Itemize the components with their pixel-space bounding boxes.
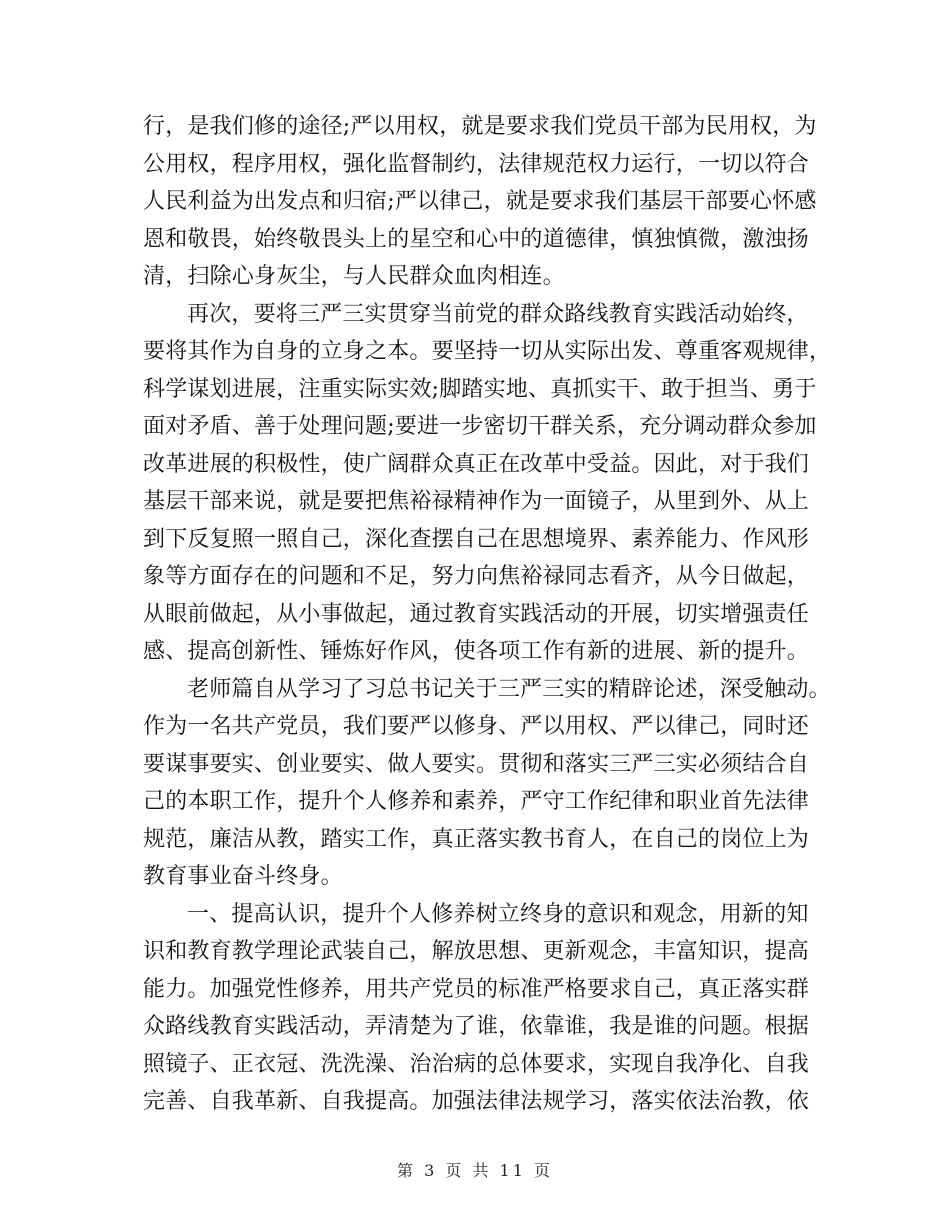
text-line: 要谋事要实、创业要实、做人要实。贯彻和落实三严三实必须结合自 xyxy=(143,751,810,777)
text-line: 清，扫除心身灰尘，与人民群众血肉相连。 xyxy=(143,264,565,289)
text-line: 恩和敬畏，始终敬畏头上的星空和心中的道德律，慎独慎微，激浊扬 xyxy=(143,226,810,252)
text-line: 人民利益为出发点和归宿;严以律己，就是要求我们基层干部要心怀感 xyxy=(143,189,817,214)
page-indicator: 第 3 页 共 11 页 xyxy=(397,1161,553,1180)
text-line: 己的本职工作，提升个人修养和素养，严守工作纪律和职业首先法律 xyxy=(143,789,810,814)
text-line: 面对矛盾、善于处理问题;要进一步密切干群关系，充分调动群众参加 xyxy=(143,414,817,439)
paragraph-first-line: 再次，要将三严三实贯穿当前党的群众路线教育实践活动始终， xyxy=(187,301,809,327)
text-line: 教育事业奋斗终身。 xyxy=(143,864,343,889)
paragraph-first-line: 一、提高认识，提升个人修养树立终身的意识和观念，用新的知 xyxy=(187,901,809,927)
body-text xyxy=(143,108,832,1121)
text-line: 科学谋划进展，注重实际实效;脚踏实地、真抓实干、敢于担当、勇于 xyxy=(143,376,817,402)
text-line: 能力。加强党性修养，用共产党员的标准严格要求自己，真正落实群 xyxy=(143,976,810,1002)
text-line: 到下反复照一照自己，深化查摆自己在思想境界、素养能力、作风形 xyxy=(143,526,810,552)
text-line: 规范，廉洁从教，踏实工作，真正落实教书育人，在自己的岗位上为 xyxy=(143,826,810,852)
text-line: 行，是我们修的途径;严以用权，就是要求我们党员干部为民用权，为 xyxy=(143,114,817,139)
text-line: 感、提高创新性、锤炼好作风，使各项工作有新的进展、新的提升。 xyxy=(143,639,810,664)
text-line: 作为一名共产党员，我们要严以修身、严以用权、严以律己，同时还 xyxy=(143,714,810,739)
text-line: 基层干部来说，就是要把焦裕禄精神作为一面镜子，从里到外、从上 xyxy=(143,489,810,514)
text-line: 众路线教育实践活动，弄清楚为了谁，依靠谁，我是谁的问题。根据 xyxy=(143,1014,810,1039)
text-line: 要将其作为自身的立身之本。要坚持一切从实际出发、尊重客观规律， xyxy=(143,339,832,364)
text-line: 象等方面存在的问题和不足，努力向焦裕禄同志看齐，从今日做起， xyxy=(143,564,810,589)
text-line: 照镜子、正衣冠、洗洗澡、治治病的总体要求，实现自我净化、自我 xyxy=(143,1051,810,1077)
text-line: 识和教育教学理论武装自己，解放思想、更新观念，丰富知识，提高 xyxy=(143,939,810,964)
text-line: 改革进展的积极性，使广阔群众真正在改革中受益。因此，对于我们 xyxy=(143,451,810,477)
paragraph-first-line: 老师篇自从学习了习总书记关于三严三实的精辟论述，深受触动。 xyxy=(187,676,831,702)
text-line: 完善、自我革新、自我提高。加强法律法规学习，落实依法治教，依 xyxy=(143,1089,810,1114)
text-line: 公用权，程序用权，强化监督制约，法律规范权力运行，一切以符合 xyxy=(143,151,810,177)
text-line: 从眼前做起，从小事做起，通过教育实践活动的开展，切实增强责任 xyxy=(143,601,810,627)
